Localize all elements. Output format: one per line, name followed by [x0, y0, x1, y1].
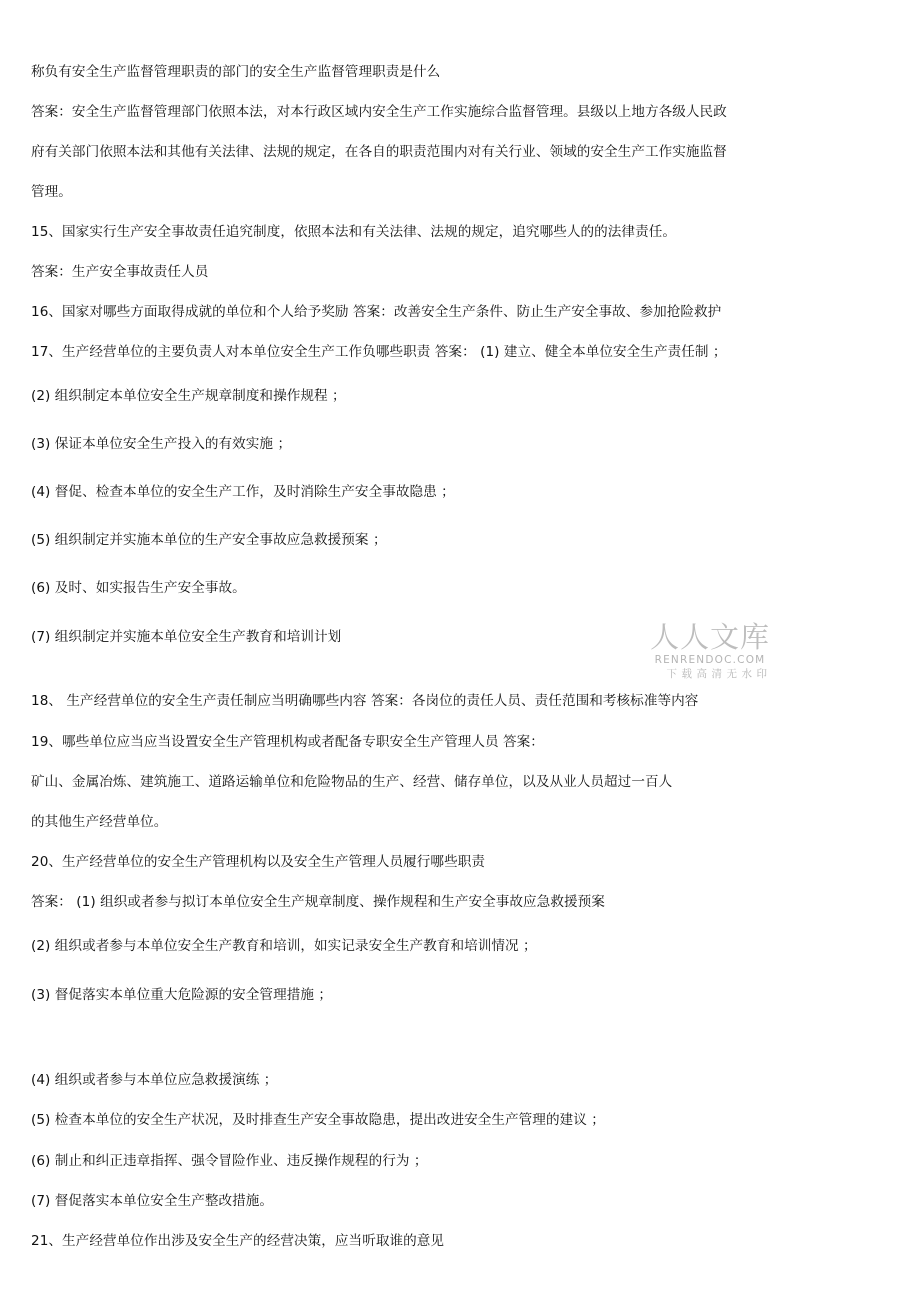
text-line-3: 府有关部门依照本法和其他有关法律、法规的规定，在各自的职责范围内对有关行业、领域的安全生产工作实施监督 [31, 144, 727, 160]
text-line-21: (2) 组织或者参与本单位安全生产教育和培训，如实记录安全生产教育和培训情况 ； [31, 938, 537, 954]
text-line-4: 管理。 [31, 184, 72, 200]
text-line-16: 19、哪些单位应当应当设置安全生产管理机构或者配备专职安全生产管理人员 答案： [31, 734, 544, 750]
text-line-10: (3) 保证本单位安全生产投入的有效实施 ； [31, 436, 292, 452]
text-line-1: 称负有安全生产监督管理职责的部门的安全生产监督管理职责是什么 [31, 64, 441, 80]
text-line-15: 18、 生产经营单位的安全生产责任制应当明确哪些内容 答案：各岗位的责任人员、责任范围和考核标准等内容 [31, 693, 699, 709]
text-line-26: (7) 督促落实本单位安全生产整改措施。 [31, 1193, 274, 1209]
text-line-6: 答案：生产安全事故责任人员 [31, 264, 209, 280]
text-line-2: 答案：安全生产监督管理部门依照本法，对本行政区域内安全生产工作实施综合监督管理。县级以上地方各级人民政 [31, 104, 727, 120]
watermark-title: 人人文库 [649, 620, 770, 654]
text-line-24: (5) 检查本单位的安全生产状况，及时排查生产安全事故隐患，提出改进安全生产管理的建议 ； [31, 1112, 605, 1128]
text-line-8: 17、生产经营单位的主要负责人对本单位安全生产工作负哪些职责 答案： (1) 建立、健全本单位安全生产责任制 ； [31, 344, 727, 360]
text-line-23: (4) 组织或者参与本单位应急救援演练 ； [31, 1072, 278, 1088]
text-line-27: 21、生产经营单位作出涉及安全生产的经营决策，应当听取谁的意见 [31, 1233, 445, 1249]
text-line-13: (6) 及时、如实报告生产安全事故。 [31, 580, 246, 596]
text-line-18: 的其他生产经营单位。 [31, 814, 168, 830]
watermark-domain: RENRENDOC.COM [654, 654, 766, 666]
text-line-17: 矿山、金属冶炼、建筑施工、道路运输单位和危险物品的生产、经营、储存单位，以及从业人员超过一百人 [31, 774, 673, 790]
renrendoc-watermark [646, 620, 774, 681]
text-line-11: (4) 督促、检查本单位的安全生产工作，及时消除生产安全事故隐患 ； [31, 484, 455, 500]
watermark-subtitle: 下载高清无水印 [666, 668, 772, 680]
text-line-25: (6) 制止和纠正违章指挥、强令冒险作业、违反操作规程的行为 ； [31, 1153, 428, 1169]
text-line-5: 15、国家实行生产安全事故责任追究制度，依照本法和有关法律、法规的规定，追究哪些人的的法律责任。 [31, 224, 677, 240]
text-line-14: (7) 组织制定并实施本单位安全生产教育和培训计划 [31, 629, 342, 645]
text-line-9: (2) 组织制定本单位安全生产规章制度和操作规程 ； [31, 388, 346, 404]
text-line-7: 16、国家对哪些方面取得成就的单位和个人给予奖励 答案：改善安全生产条件、防止生产安全事故、参加抢险救护 [31, 304, 722, 320]
text-line-19: 20、生产经营单位的安全生产管理机构以及安全生产管理人员履行哪些职责 [31, 854, 485, 870]
text-line-22: (3) 督促落实本单位重大危险源的安全管理措施 ； [31, 987, 333, 1003]
text-line-20: 答案： (1) 组织或者参与拟订本单位安全生产规章制度、操作规程和生产安全事故应急救援预案 [31, 894, 605, 910]
text-line-12: (5) 组织制定并实施本单位的生产安全事故应急救援预案 ； [31, 532, 387, 548]
